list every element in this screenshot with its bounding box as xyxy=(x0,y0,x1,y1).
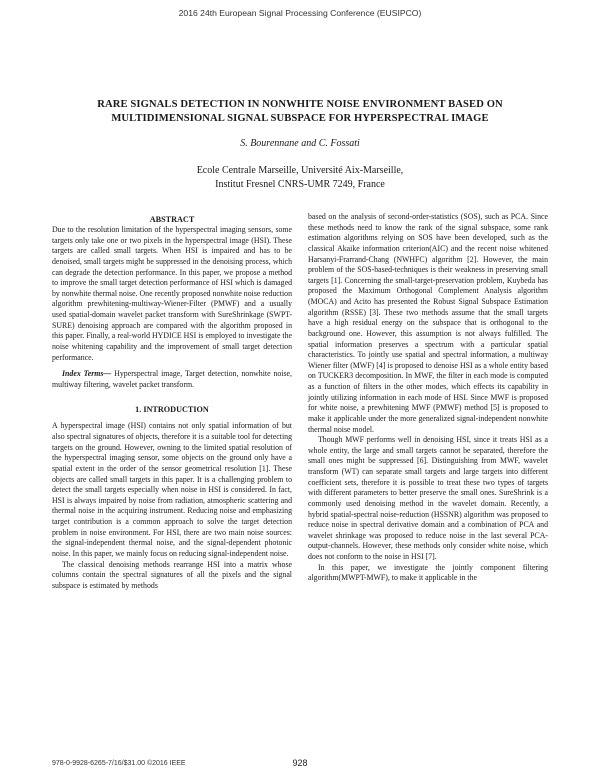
paper-authors: S. Bourennane and C. Fossati xyxy=(240,138,360,149)
affiliation-line-1: Ecole Centrale Marseille, Université Aix-Marseille, xyxy=(196,165,404,176)
isbn-footer: 978-0-9928-6265-7/16/$31.00 ©2016 IEEE xyxy=(52,760,186,767)
abstract-text: Due to the resolution limitation of the hyperspectral imaging sensors, some targets only take one or two pixels in the hyperspectral image (HSI). These targets are called small targets. When HSI is impaired and has to be denoised, small targets might be suppressed in the denoising process, which can degrade the detection performance. In this paper, we propose a method to improve the small target detection performance of HSI which is damaged by nonwhite thermal noise. One recently proposed nonwhite noise reduction algorithm prewhitening-multiway-Wiener-Filter (PMWF) and a usually used spatial-domain wavelet packet transform with SureShrinkage (SWPT-SURE) denoising approach are compared with the algorithm proposed in this paper. Finally, a real-world HYDICE HSI is employed to investigate the noise whitening capability and the improvement of small target detection performance. xyxy=(52,225,292,362)
left-column xyxy=(52,212,292,591)
intro-paragraph-2: The classical denoising methods rearrange HSI into a matrix whose columns contain the spectral signatures of all the pixels and the signal subspace is estimated by methods xyxy=(52,559,292,590)
intro-paragraph-3: Though MWF performs well in denoising HSI, since it treats HSI as a whole entity, the large and small targets cannot be separated, therefore the small ones might be suppressed [6]. Distinguishing from MWF, wavelet transform (WT) can separate small targets and large targets into different coefficient sets, therefore it is possible to treat these two types of targets with different parameters to better preserve the small ones. SureShrink is a commonly used denoising method in the wavelet domain. Recently, a hybrid spatial-spectral noise-reduction (HSSNR) algorithm was proposed to reduce noise in spectral derivative domain and a combination of PCA and wavelet shrinkage was proposed to reduce noise in the last several PCA-output-channels. However, these methods only consider white noise, which does not conform to the noise in HSI [7]. xyxy=(308,435,548,561)
paper-title: RARE SIGNALS DETECTION IN NONWHITE NOISE ENVIRONMENT BASED ON MULTIDIMENSIONAL SIGNAL SUBSPACE FOR HYPERSPECTRAL IMAGE xyxy=(97,99,503,124)
index-terms xyxy=(52,369,292,390)
conference-header: 2016 24th European Signal Processing Conference (EUSIPCO) xyxy=(178,8,422,18)
index-terms-text: Hyperspectral image, Target detection, nonwhite noise, multiway filtering, wavelet packet transform. xyxy=(52,369,293,389)
affiliation xyxy=(0,164,600,191)
intro-paragraph-1: A hyperspectral image (HSI) contains not only spatial information of but also spectral signatures of objects, therefore it is a suitable tool for detecting targets on the ground. However, owning to the limited spatial resolution of the hyperspectral imaging sensor, some objects on the ground only have a spatial extent in the order of the sensor geometrical resolution [1]. These objects are called small targets in this paper. It is a challenging problem to detect the small targets especially when noise in HSI is considered. In fact, HSI is always impaired by noise from radiation, atmospheric scattering and thermal noise in the acquiring instrument. Reducing noise and emphasizing target contribution is a common approach to solve the target detection problem in noise environment. For HSI, there are two main noise sources: the signal-independent thermal noise, and the signal-dependent photonic noise. In this paper, we mainly focus on reducing signal-independent noise. xyxy=(52,421,292,558)
page-number: 928 xyxy=(292,758,308,768)
intro-paragraph-4: In this paper, we investigate the jointly component filtering algorithm(MWPT-MWF), to make it applicable in the xyxy=(308,562,548,583)
affiliation-line-2: Institut Fresnel CNRS-UMR 7249, France xyxy=(215,178,385,190)
intro-paragraph-2-continued: based on the analysis of second-order-statistics (SOS), such as PCA. Since these methods need to know the rank of the signal subspace, some rank estimation algorithms relying on SOS have been developed, such as the classical Akaike information criterion(AIC) and the recent noise whitened Harsanyi-Frarrand-Chang (NWHFC) algorithm [2]. However, the main problem of the SOS-based-techniques is their weakness in preserving small targets [1]. Concerning the small-target-preservation problem, Kuybeda has proposed the Maximum Orthogonal Complement Analysis algorithm (MOCA) and Acito has presented the Robust Signal Subspace Estimation algorithm (RSSE) [3]. These two methods assume that the small targets have a high residual energy on the subspace that is orthogonal to the background one. However, this assumption is not always fulfilled. The spatial information preserves a spectrum with a particular spatial characteristics. To jointly use spatial and spectral information, a multiway Wiener filter (MWF) [4] is proposed to denoise HSI as a whole entity based on TUCKER3 decomposition. In MWF, the filter in each mode is computed as a function of filters in the other modes, which effects its capability in jointly utilizing information in each mode of HSI. Since MWF is proposed for white noise, a prewhitening MWF (PMWF) method [5] is proposed to make it applicable under the more generalized signal-independent nonwhite thermal noise model. xyxy=(308,212,548,434)
index-terms-label: Index Terms— xyxy=(62,369,112,379)
introduction-heading: 1. INTRODUCTION xyxy=(135,405,209,415)
right-column xyxy=(308,212,548,584)
abstract-heading: ABSTRACT xyxy=(149,215,195,224)
